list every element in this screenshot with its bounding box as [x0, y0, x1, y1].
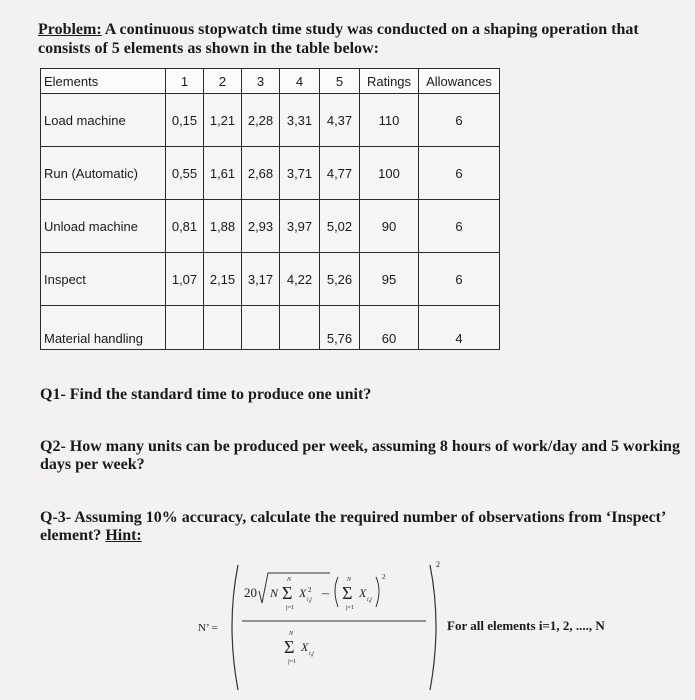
svg-text:–: – [322, 586, 329, 601]
reading-cell: 0,55 [166, 147, 204, 200]
reading-cell: 1,61 [204, 147, 242, 200]
reading-cell: 5,76 [320, 306, 360, 350]
header-elements: Elements [41, 69, 166, 94]
svg-text:2: 2 [382, 573, 386, 581]
reading-cell: 4,22 [280, 253, 320, 306]
reading-cell: 4,77 [320, 147, 360, 200]
svg-text:X: X [301, 640, 309, 654]
reading-cell: 4,37 [320, 94, 360, 147]
svg-text:X: X [359, 586, 367, 600]
svg-text:i,j: i,j [307, 597, 312, 603]
svg-text:Σ: Σ [284, 637, 295, 657]
reading-cell: 3,71 [280, 147, 320, 200]
svg-text:N: N [287, 577, 292, 583]
allowance-cell: 4 [419, 306, 500, 350]
svg-text:N: N [289, 631, 294, 637]
reading-cell [242, 306, 280, 350]
svg-text:i,j: i,j [367, 597, 372, 603]
reading-cell: 0,81 [166, 200, 204, 253]
question-2: Q2- How many units can be produced per week, assuming 8 hours of work/day and 5 working days per week? [40, 438, 680, 473]
hint-label: Hint: [105, 527, 142, 544]
table-row [41, 306, 500, 350]
svg-text:i,j: i,j [309, 651, 314, 657]
allowance-cell: 6 [419, 147, 500, 200]
svg-text:Σ: Σ [282, 583, 293, 603]
rating-cell: 95 [360, 253, 419, 306]
header-allowances: Allowances [419, 69, 500, 94]
svg-text:j=1: j=1 [286, 605, 295, 611]
rating-cell: 60 [360, 306, 419, 350]
problem-lead: Problem: [38, 21, 102, 38]
reading-cell: 5,02 [320, 200, 360, 253]
reading-cell [166, 306, 204, 350]
question-3-text: Q-3- Assuming 10% accuracy, calculate the required number of observations from ‘Inspect’ element? [40, 509, 666, 544]
reading-cell: 5,26 [320, 253, 360, 306]
header-cycle-1: 1 [166, 69, 204, 94]
element-name: Material handling [41, 306, 166, 350]
formula-lhs: N’ = [198, 622, 218, 634]
question-3 [40, 509, 680, 545]
reading-cell [280, 306, 320, 350]
svg-text:2: 2 [308, 586, 312, 594]
element-name: Inspect [41, 253, 166, 306]
observations-formula [198, 555, 448, 695]
svg-text:N: N [347, 577, 352, 583]
reading-cell: 1,21 [204, 94, 242, 147]
svg-text:j=1: j=1 [346, 605, 355, 611]
problem-statement [38, 20, 678, 58]
question-1: Q1- Find the standard time to produce one unit? [40, 386, 372, 403]
element-name: Run (Automatic) [41, 147, 166, 200]
table-row [41, 94, 500, 147]
reading-cell: 3,17 [242, 253, 280, 306]
svg-text:Σ: Σ [342, 583, 353, 603]
rating-cell: 90 [360, 200, 419, 253]
element-name: Unload machine [41, 200, 166, 253]
time-study-table [40, 68, 500, 350]
header-cycle-4: 4 [280, 69, 320, 94]
formula-coefficient: 20 [244, 585, 257, 600]
reading-cell [204, 306, 242, 350]
reading-cell: 3,31 [280, 94, 320, 147]
element-name: Load machine [41, 94, 166, 147]
table-row [41, 200, 500, 253]
reading-cell: 1,88 [204, 200, 242, 253]
rating-cell: 110 [360, 94, 419, 147]
svg-text:j=1: j=1 [288, 659, 297, 665]
header-cycle-3: 3 [242, 69, 280, 94]
header-cycle-5: 5 [320, 69, 360, 94]
reading-cell: 2,68 [242, 147, 280, 200]
rating-cell: 100 [360, 147, 419, 200]
header-cycle-2: 2 [204, 69, 242, 94]
formula-note: For all elements i=1, 2, ...., N [447, 618, 605, 633]
header-ratings: Ratings [360, 69, 419, 94]
reading-cell: 2,15 [204, 253, 242, 306]
reading-cell: 3,97 [280, 200, 320, 253]
table-row [41, 253, 500, 306]
table-header-row [41, 69, 500, 94]
svg-text:N: N [270, 586, 279, 600]
table-row [41, 147, 500, 200]
reading-cell: 0,15 [166, 94, 204, 147]
svg-text:X: X [299, 586, 307, 600]
svg-text:2: 2 [436, 560, 440, 569]
allowance-cell: 6 [419, 94, 500, 147]
problem-text: A continuous stopwatch time study was conducted on a shaping operation that consists of 5 elements as shown in the table below: [38, 21, 639, 57]
reading-cell: 1,07 [166, 253, 204, 306]
reading-cell: 2,28 [242, 94, 280, 147]
allowance-cell: 6 [419, 200, 500, 253]
reading-cell: 2,93 [242, 200, 280, 253]
allowance-cell: 6 [419, 253, 500, 306]
